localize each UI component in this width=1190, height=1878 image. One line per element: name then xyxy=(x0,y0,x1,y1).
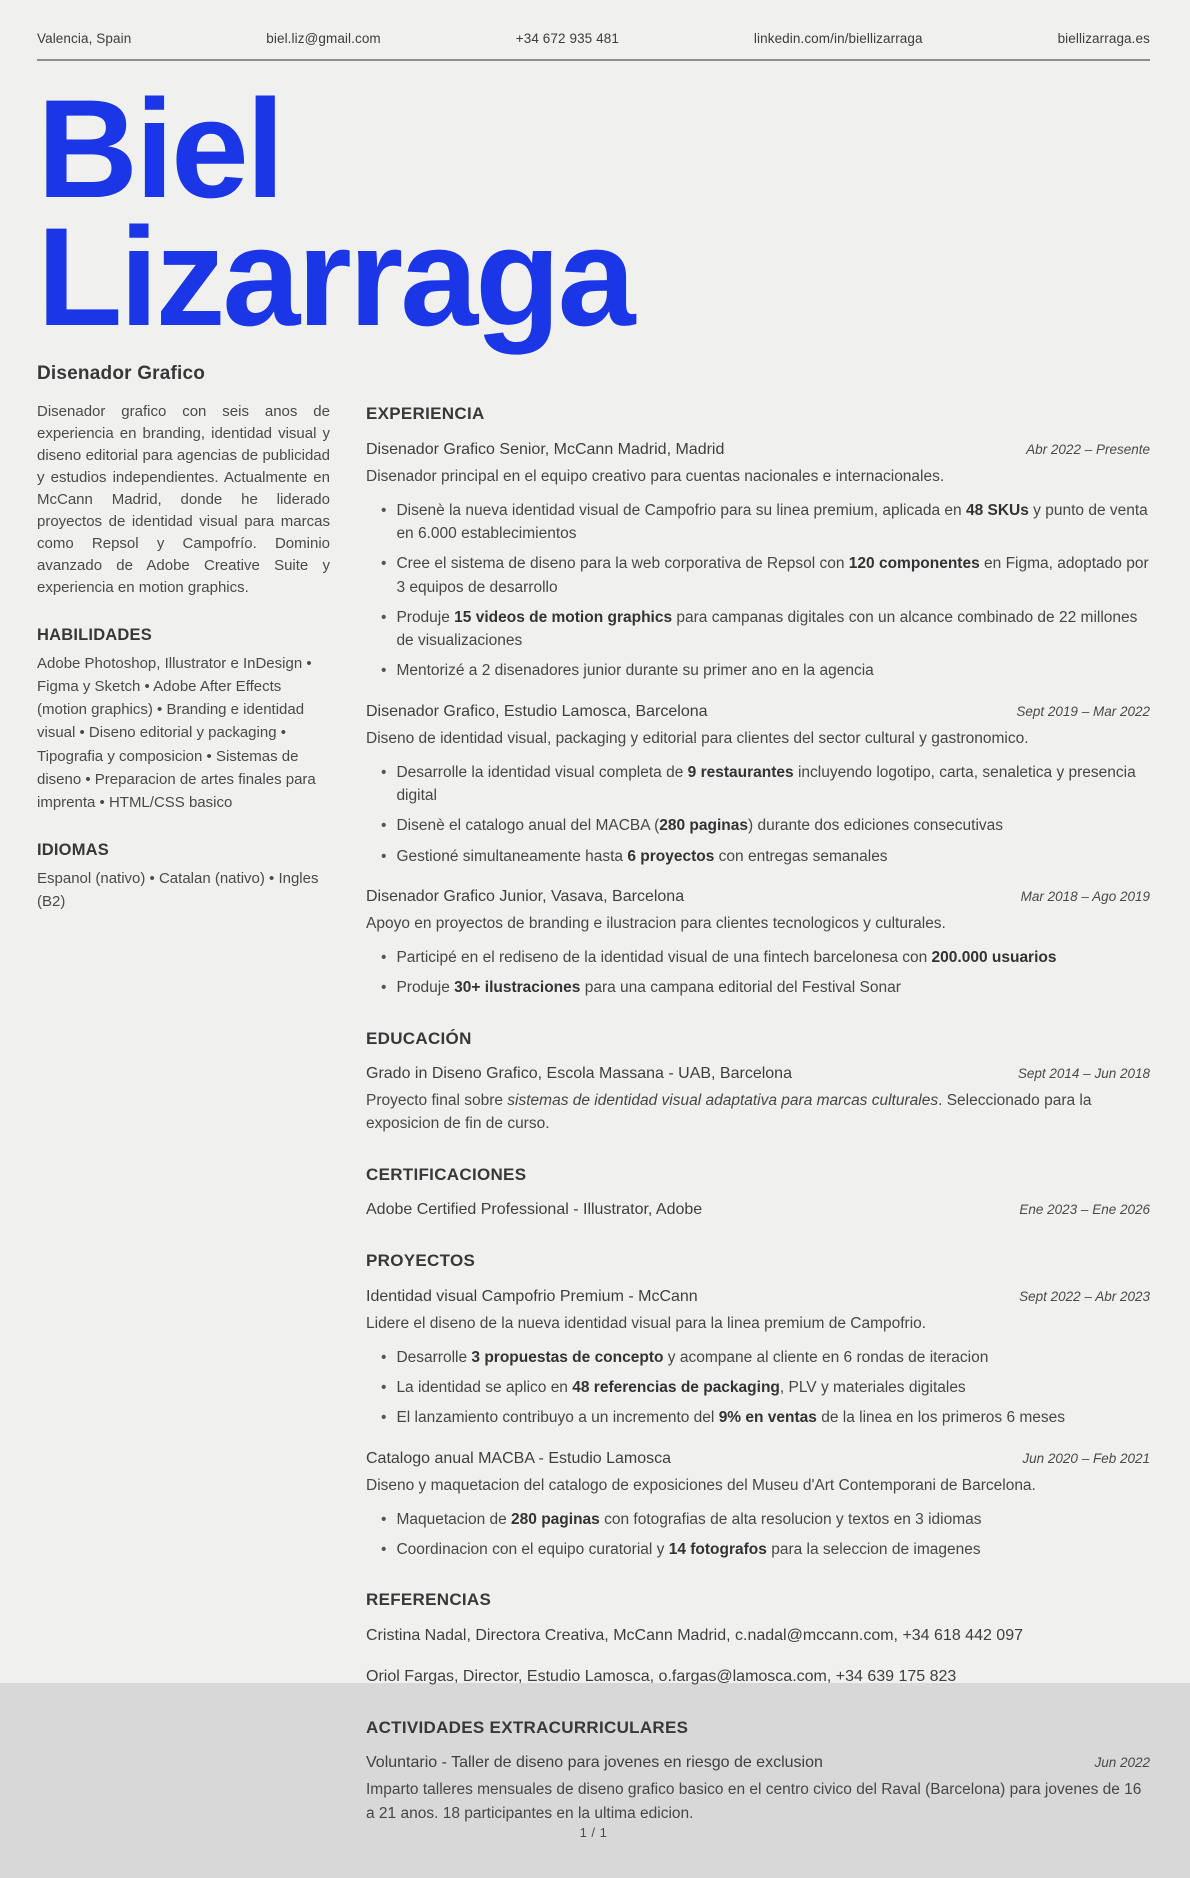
entry-title: Adobe Certified Professional - Illustrator, Adobe xyxy=(366,1201,703,1218)
section-entries xyxy=(366,1198,1150,1222)
page-number: 1 / 1 xyxy=(579,1824,608,1840)
bullet-item xyxy=(366,1508,1150,1531)
bullet-item xyxy=(366,845,1150,868)
bullet-marker-icon: • xyxy=(381,1541,387,1558)
bullet-list xyxy=(366,499,1150,683)
entry-description: Proyecto final sobre sistemas de identidad visual adaptativa para marcas culturales. Seleccionado para la exposicion de fin de curso. xyxy=(366,1092,1092,1133)
entry-head xyxy=(366,1062,1150,1086)
languages-heading: IDIOMAS xyxy=(37,841,109,860)
bullet-text: La identidad se aplico en 48 referencias de packaging, PLV y materiales digitales xyxy=(396,1379,966,1396)
entry-date: Sept 2014 – Jun 2018 xyxy=(1017,1066,1150,1081)
entry xyxy=(366,438,1150,683)
resume-section xyxy=(366,1162,1150,1223)
entry-head xyxy=(366,885,1150,909)
bullet-text: Produje 15 videos de motion graphics para campanas digitales con un alcance combinado de 22 millones de visualizaciones xyxy=(396,608,1138,649)
contact-website: biellizarraga.es xyxy=(1057,31,1150,46)
section-heading: REFERENCIAS xyxy=(366,1590,492,1610)
entry-head xyxy=(366,700,1150,724)
bullet-text: Coordinacion con el equipo curatorial y 14 fotografos para la seleccion de imagenes xyxy=(396,1541,981,1558)
bullet-list xyxy=(366,1508,1150,1562)
contact-location: Valencia, Spain xyxy=(37,31,132,46)
bullet-marker-icon: • xyxy=(381,1379,387,1396)
entry xyxy=(366,1665,1150,1689)
section-heading: PROYECTOS xyxy=(366,1251,476,1270)
bullet-marker-icon: • xyxy=(381,1510,387,1528)
bullet-text: Disenè la nueva identidad visual de Campofrio para su linea premium, aplicada en 48 SKUs y punto de venta en 6.000 establecimientos xyxy=(396,501,1148,542)
entry-title: Cristina Nadal, Directora Creativa, McCann Madrid, c.nadal@mccann.com, +34 618 442 097 xyxy=(366,1626,1023,1644)
entry xyxy=(366,1285,1150,1430)
entry xyxy=(366,885,1150,1000)
entry-head xyxy=(366,1285,1150,1309)
entry-title: Disenador Grafico Senior, McCann Madrid, Madrid xyxy=(366,440,725,458)
skills-text: Adobe Photoshop, Illustrator e InDesign • Figma y Sketch • Adobe After Effects (motion graphics) • Branding e identidad visual • Diseno editorial y packaging • Tipografia y composicion • Sistemas de diseno • Preparacion de artes finales para imprenta • HTML/CSS basico xyxy=(37,654,316,812)
bullet-text: Participé en el rediseno de la identidad visual de una fintech barcelonesa con 200.000 usuarios xyxy=(396,949,1057,966)
entry xyxy=(366,1447,1150,1562)
summary-paragraph: Disenador grafico con seis anos de experiencia en branding, identidad visual y diseno editorial para agencias de publicidad y estudios independientes. Actualmente en McCann Madrid, donde he liderado proyectos de identidad visual para marcas como Repsol y Campofrío. Dominio avanzado de Adobe Creative Suite y experiencia en motion graphics. xyxy=(37,403,330,597)
job-title: Disenador Grafico xyxy=(37,363,206,384)
section-entries xyxy=(366,1285,1150,1562)
name-last-line: Lizarraga xyxy=(37,198,633,355)
entry-description: Lidere el diseno de la nueva identidad visual para la linea premium de Campofrio. xyxy=(366,1314,927,1332)
entry-date: Mar 2018 – Ago 2019 xyxy=(1020,888,1150,904)
bullet-marker-icon: • xyxy=(381,608,387,626)
entry-title: Voluntario - Taller de diseno para jovenes en riesgo de exclusion xyxy=(366,1754,823,1772)
section-entries xyxy=(366,1062,1150,1136)
section-heading: EXPERIENCIA xyxy=(366,404,485,423)
bullet-text: Disenè el catalogo anual del MACBA (280 paginas) durante dos ediciones consecutivas xyxy=(396,817,1004,835)
bullet-marker-icon: • xyxy=(381,817,387,835)
entry-title: Oriol Fargas, Director, Estudio Lamosca, o.fargas@lamosca.com, +34 639 175 823 xyxy=(366,1667,957,1685)
contact-phone: +34 672 935 481 xyxy=(515,31,619,46)
bullet-item xyxy=(366,659,1150,682)
bullet-item xyxy=(366,1346,1150,1369)
entry-description: Disenador principal en el equipo creativo para cuentas nacionales e internacionales. xyxy=(366,467,945,485)
entry-description: Diseno de identidad visual, packaging y editorial para clientes del sector cultural y gastronomico. xyxy=(366,729,1029,747)
bullet-item xyxy=(366,814,1150,837)
bullet-item xyxy=(366,1376,1150,1399)
section-entries xyxy=(366,1624,1150,1689)
entry-description: Imparto talleres mensuales de diseno grafico basico en el centro civico del Raval (Barcelona) para jovenes de 16 a 21 anos. 18 participantes en la ultima edicion. xyxy=(366,1781,1142,1822)
bullet-marker-icon: • xyxy=(381,979,387,997)
bullet-marker-icon: • xyxy=(381,949,387,966)
entry-date: Jun 2022 xyxy=(1094,1755,1150,1771)
name-first-line: Biel xyxy=(37,70,282,227)
bullet-text: Desarrolle la identidad visual completa de 9 restaurantes incluyendo logotipo, carta, senaletica y presencia digital xyxy=(396,763,1136,804)
entry-head xyxy=(366,1447,1150,1471)
entry xyxy=(366,1751,1150,1825)
bullet-item xyxy=(366,761,1150,808)
entry-date: Sept 2022 – Abr 2023 xyxy=(1019,1288,1150,1304)
contact-email: biel.liz@gmail.com xyxy=(266,31,381,46)
left-column xyxy=(37,401,330,913)
bullet-marker-icon: • xyxy=(381,662,387,680)
bullet-item xyxy=(366,1538,1150,1561)
bullet-marker-icon: • xyxy=(381,501,387,519)
entry-title: Grado in Diseno Grafico, Escola Massana - UAB, Barcelona xyxy=(366,1065,792,1082)
right-column xyxy=(366,401,1150,1825)
entry-date: Jun 2020 – Feb 2021 xyxy=(1022,1450,1150,1466)
bullet-item xyxy=(366,946,1150,969)
bullet-item xyxy=(366,499,1150,546)
bullet-marker-icon: • xyxy=(381,555,387,573)
bullet-text: Cree el sistema de diseno para la web corporativa de Repsol con 120 componentes en Figma, adoptado por 3 equipos de desarrollo xyxy=(396,555,1149,596)
languages-text: Espanol (nativo) • Catalan (nativo) • Ingles (B2) xyxy=(37,869,319,910)
candidate-name xyxy=(37,70,1150,355)
entry-head xyxy=(366,1198,1150,1222)
entry xyxy=(366,1624,1150,1648)
bullet-marker-icon: • xyxy=(381,1409,387,1427)
section-heading: ACTIVIDADES EXTRACURRICULARES xyxy=(366,1717,689,1737)
entry-head xyxy=(366,1665,1150,1689)
entry-date: Ene 2023 – Ene 2026 xyxy=(1019,1202,1150,1217)
bullet-text: Mentorizé a 2 disenadores junior durante su primer ano en la agencia xyxy=(396,662,874,680)
entry-head xyxy=(366,438,1150,462)
bullet-text: Desarrolle 3 propuestas de concepto y acompane al cliente en 6 rondas de iteracion xyxy=(396,1348,989,1366)
bullet-text: Gestioné simultaneamente hasta 6 proyectos con entregas semanales xyxy=(396,847,888,865)
entry xyxy=(366,700,1150,868)
section-entries xyxy=(366,438,1150,1000)
bullet-text: Maquetacion de 280 paginas con fotografias de alta resolucion y textos en 3 idiomas xyxy=(396,1510,982,1528)
bullet-marker-icon: • xyxy=(381,1348,387,1366)
bullet-marker-icon: • xyxy=(381,847,387,865)
resume-section xyxy=(366,401,1150,1000)
bullet-list xyxy=(366,1346,1150,1430)
entry-head xyxy=(366,1624,1150,1648)
bullet-marker-icon: • xyxy=(381,763,387,781)
resume-section xyxy=(366,1248,1150,1561)
resume-section xyxy=(366,1587,1150,1689)
bullet-item xyxy=(366,976,1150,999)
entry xyxy=(366,1198,1150,1222)
entry-date: Abr 2022 – Presente xyxy=(1026,441,1150,457)
bullet-text: Produje 30+ ilustraciones para una campana editorial del Festival Sonar xyxy=(396,979,901,997)
entry xyxy=(366,1062,1150,1136)
entry-date: Sept 2019 – Mar 2022 xyxy=(1016,703,1150,719)
bullet-list xyxy=(366,761,1150,868)
entry-description: Diseno y maquetacion del catalogo de exposiciones del Museu d'Art Contemporani de Barcelona. xyxy=(366,1476,1036,1494)
content-columns xyxy=(37,401,1150,1825)
section-heading: EDUCACIÓN xyxy=(366,1028,472,1048)
bullet-item xyxy=(366,606,1150,653)
entry-title: Disenador Grafico Junior, Vasava, Barcelona xyxy=(366,887,685,905)
bullet-text: El lanzamiento contribuyo a un incremento del 9% en ventas de la linea en los primeros 6 meses xyxy=(396,1409,1066,1427)
resume-section xyxy=(366,1026,1150,1136)
entry-title: Catalogo anual MACBA - Estudio Lamosca xyxy=(366,1449,672,1467)
contact-linkedin: linkedin.com/in/biellizarraga xyxy=(753,31,923,46)
contact-bar xyxy=(37,0,1150,61)
bullet-list xyxy=(366,946,1150,1000)
section-heading: CERTIFICACIONES xyxy=(366,1164,527,1184)
entry-head xyxy=(366,1751,1150,1775)
resume-section xyxy=(366,1715,1150,1825)
entry-title: Disenador Grafico, Estudio Lamosca, Barcelona xyxy=(366,702,708,720)
entry-description: Apoyo en proyectos de branding e ilustracion para clientes tecnologicos y culturales. xyxy=(366,914,946,932)
bullet-item xyxy=(366,552,1150,599)
entry-title: Identidad visual Campofrio Premium - McCann xyxy=(366,1287,698,1305)
skills-heading: HABILIDADES xyxy=(37,626,152,645)
section-entries xyxy=(366,1751,1150,1825)
bullet-item xyxy=(366,1406,1150,1429)
